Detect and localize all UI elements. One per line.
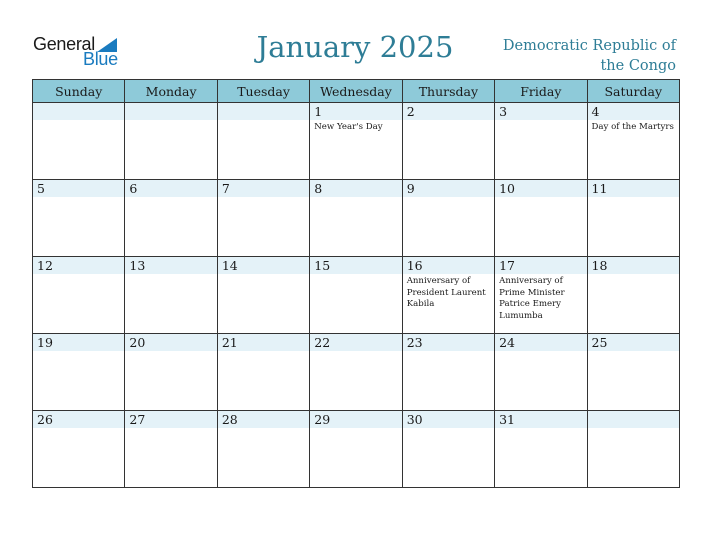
- day-number: 30: [406, 412, 423, 427]
- calendar-title: January 2025: [256, 30, 454, 64]
- day-cell: [402, 103, 494, 180]
- holiday-label: New Year's Day: [314, 122, 383, 132]
- week-row: [33, 103, 680, 180]
- day-number: 28: [221, 412, 238, 427]
- weekday-header-row: [33, 80, 680, 103]
- day-number: 15: [314, 258, 331, 273]
- day-number: 8: [314, 181, 323, 196]
- day-cell: [125, 257, 217, 334]
- day-number-band: [495, 103, 586, 120]
- day-cell: [310, 334, 402, 411]
- day-number-band: [310, 180, 401, 197]
- day-cell: [33, 334, 125, 411]
- holiday-label: Anniversary of Prime Minister Patrice Emery Lumumba: [499, 276, 565, 321]
- day-number: 3: [499, 104, 508, 119]
- day-number: 1: [314, 104, 323, 119]
- day-number-band: [310, 103, 401, 120]
- day-cell: [310, 257, 402, 334]
- week-row: [33, 334, 680, 411]
- day-cell: [217, 334, 309, 411]
- day-number: 19: [37, 335, 53, 350]
- day-cell: [310, 103, 402, 180]
- day-number-band: [33, 103, 124, 120]
- day-number-band: [125, 103, 216, 120]
- day-cell: [310, 411, 402, 488]
- day-number: 12: [37, 258, 53, 273]
- day-number-band: [218, 103, 309, 120]
- logo-general-text: General: [33, 34, 95, 54]
- day-number: 25: [591, 335, 608, 350]
- day-cell: [587, 103, 679, 180]
- day-cell: [402, 334, 494, 411]
- logo-blue-text: Blue: [83, 49, 118, 69]
- day-number: 23: [406, 335, 423, 350]
- day-number: 6: [129, 181, 138, 196]
- day-number: 2: [406, 104, 415, 119]
- day-cell: [495, 103, 587, 180]
- day-cell: [125, 180, 217, 257]
- day-number: 13: [129, 258, 146, 273]
- day-number-band: [33, 180, 124, 197]
- day-number-band: [403, 103, 494, 120]
- day-cell: [33, 411, 125, 488]
- day-number: 22: [314, 335, 331, 350]
- weekday-header: Monday: [125, 80, 217, 103]
- weekday-header: Wednesday: [310, 80, 402, 103]
- day-cell: [217, 180, 309, 257]
- day-number-band: [588, 103, 679, 120]
- country-name: Democratic Republic of the Congo: [502, 38, 676, 74]
- day-number-band: [218, 180, 309, 197]
- day-number: 27: [129, 412, 146, 427]
- week-row: [33, 180, 680, 257]
- weekday-header: Thursday: [402, 80, 494, 103]
- day-cell: [495, 257, 587, 334]
- day-number: 16: [406, 258, 423, 273]
- day-number-band: [403, 180, 494, 197]
- day-number: 10: [499, 181, 516, 196]
- day-number: 29: [314, 412, 331, 427]
- day-cell: [587, 180, 679, 257]
- weekday-header: Friday: [495, 80, 587, 103]
- day-number: 31: [499, 412, 516, 427]
- day-cell: [125, 103, 217, 180]
- day-cell: [402, 257, 494, 334]
- weekday-header: Sunday: [33, 80, 125, 103]
- day-cell: [495, 334, 587, 411]
- holiday-label: Anniversary of President Laurent Kabila: [406, 276, 486, 309]
- day-cell: [217, 257, 309, 334]
- day-cell: [587, 257, 679, 334]
- day-cell: [33, 103, 125, 180]
- day-number: 14: [221, 258, 238, 273]
- day-number-band: [588, 411, 679, 428]
- day-cell: [402, 411, 494, 488]
- day-cell: [33, 257, 125, 334]
- day-number: 5: [37, 181, 45, 196]
- day-cell: [587, 411, 679, 488]
- day-number-band: [125, 180, 216, 197]
- day-number: 20: [129, 335, 146, 350]
- day-cell: [495, 180, 587, 257]
- day-cell: [33, 180, 125, 257]
- day-number: 9: [406, 181, 415, 196]
- weekday-header: Saturday: [587, 80, 679, 103]
- generalblue-logo: [33, 34, 123, 70]
- day-cell: [125, 411, 217, 488]
- day-cell: [217, 411, 309, 488]
- day-number: 24: [499, 335, 516, 350]
- day-number: 11: [591, 181, 608, 196]
- day-number: 4: [591, 104, 600, 119]
- day-number: 18: [591, 258, 608, 273]
- day-number: 21: [221, 335, 238, 350]
- day-number: 7: [221, 181, 230, 196]
- week-row: [33, 257, 680, 334]
- day-cell: [125, 334, 217, 411]
- day-cell: [217, 103, 309, 180]
- holiday-label: Day of the Martyrs: [591, 122, 674, 132]
- calendar-grid: [32, 79, 680, 488]
- day-cell: [587, 334, 679, 411]
- day-number: 26: [37, 412, 53, 427]
- day-cell: [310, 180, 402, 257]
- day-cell: [495, 411, 587, 488]
- week-row: [33, 411, 680, 488]
- day-number: 17: [499, 258, 516, 273]
- weekday-header: Tuesday: [217, 80, 309, 103]
- day-cell: [402, 180, 494, 257]
